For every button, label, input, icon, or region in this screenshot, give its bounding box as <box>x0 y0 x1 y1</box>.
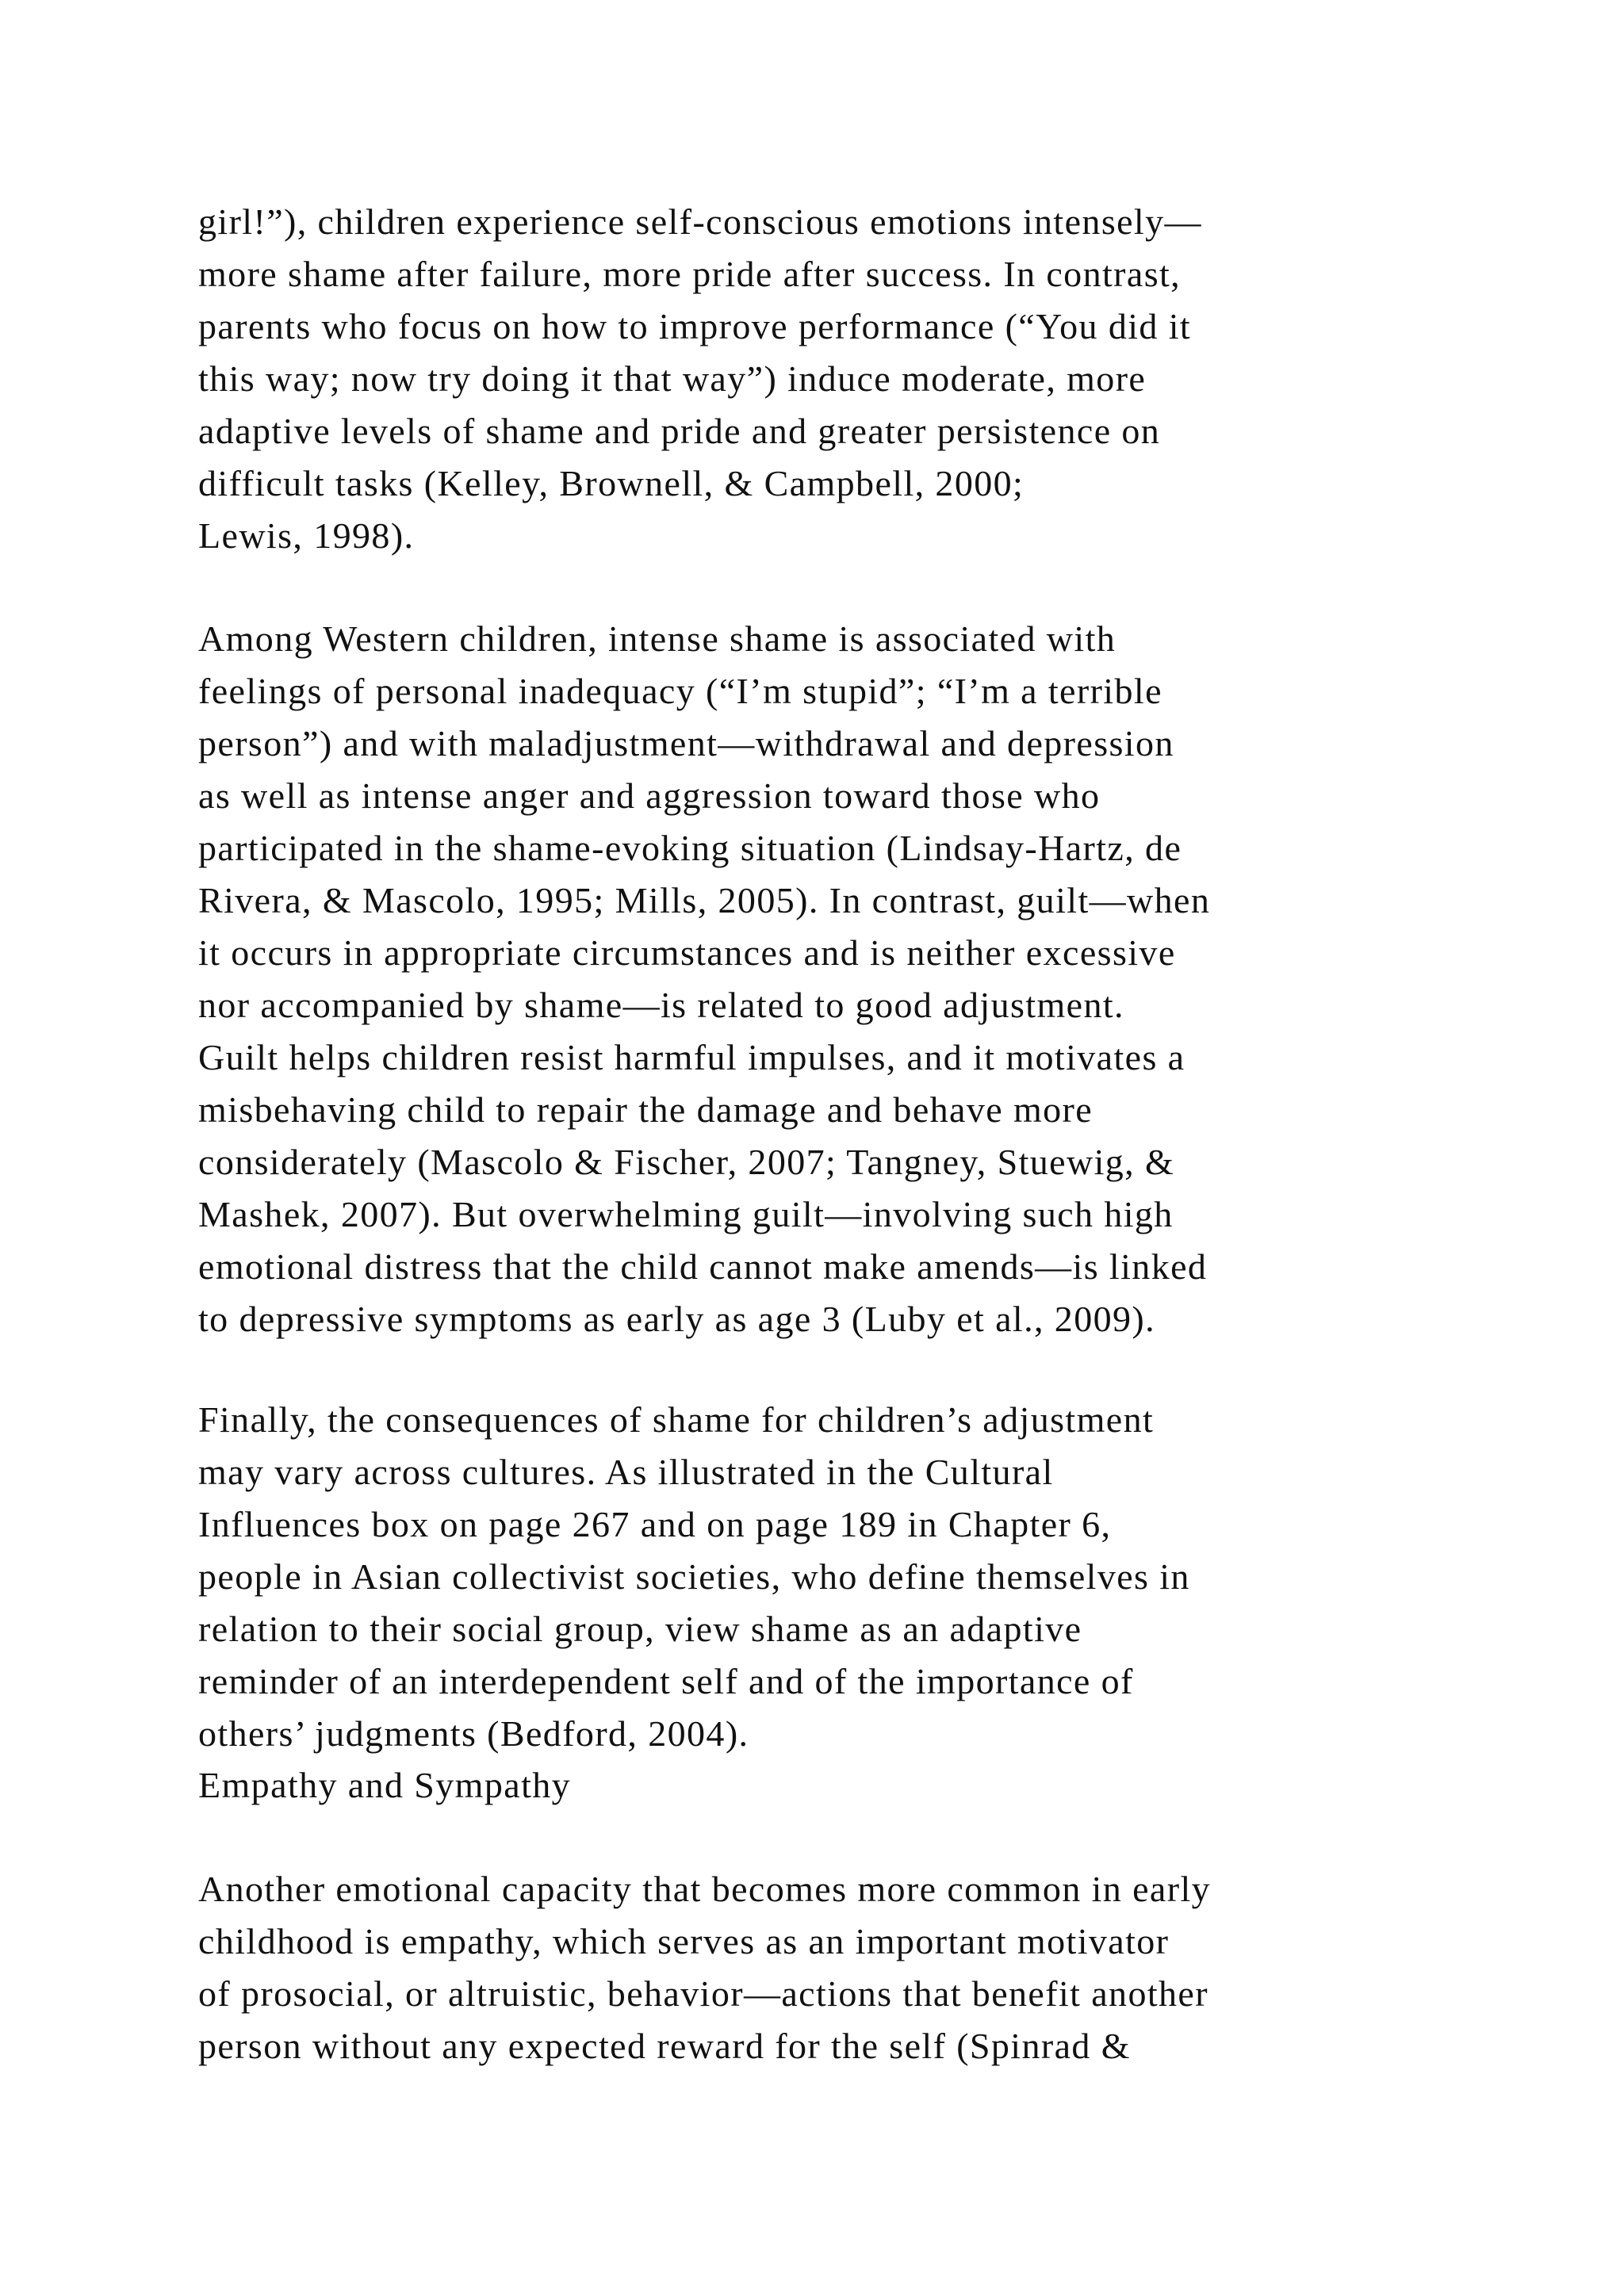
text-line: to depressive symptoms as early as age 3 (Luby et al., 2009). <box>198 1299 1156 1339</box>
section-heading-empathy <box>198 1759 1507 1812</box>
text-line: difficult tasks (Kelley, Brownell, & Campbell, 2000; <box>198 463 1025 503</box>
text-line: more shame after failure, more pride after success. In contrast, <box>198 254 1182 294</box>
text-line: person without any expected reward for the self (Spinrad & <box>198 2026 1131 2066</box>
text-line: misbehaving child to repair the damage and behave more <box>198 1089 1094 1130</box>
text-line: Among Western children, intense shame is associated with <box>198 618 1116 659</box>
text-line: childhood is empathy, which serves as an important motivator <box>198 1921 1170 1961</box>
text-line: adaptive levels of shame and pride and greater persistence on <box>198 411 1161 451</box>
text-line: reminder of an interdependent self and of the importance of <box>198 1661 1134 1701</box>
text-line: participated in the shame-evoking situation (Lindsay-Hartz, de <box>198 828 1182 868</box>
text-line: Finally, the consequences of shame for children’s adjustment <box>198 1399 1155 1440</box>
text-line: it occurs in appropriate circumstances and is neither excessive <box>198 932 1176 973</box>
text-line: this way; now try doing it that way”) induce moderate, more <box>198 358 1147 399</box>
paragraph-shame-pride <box>198 196 1507 562</box>
text-line: may vary across cultures. As illustrated in the Cultural <box>198 1452 1054 1492</box>
text-line: Rivera, & Mascolo, 1995; Mills, 2005). In contrast, guilt—when <box>198 880 1211 920</box>
text-line: Influences box on page 267 and on page 189 in Chapter 6, <box>198 1504 1112 1544</box>
text-line: parents who focus on how to improve performance (“You did it <box>198 306 1192 346</box>
paragraph-empathy <box>198 1863 1507 2072</box>
text-line: Mashek, 2007). But overwhelming guilt—involving such high <box>198 1194 1174 1234</box>
text-line: relation to their social group, view shame as an adaptive <box>198 1609 1082 1649</box>
text-line: Another emotional capacity that becomes more common in early <box>198 1869 1212 1909</box>
text-line: considerately (Mascolo & Fischer, 2007; Tangney, Stuewig, & <box>198 1142 1175 1182</box>
paragraph-western-children <box>198 613 1507 1345</box>
text-line: people in Asian collectivist societies, who define themselves in <box>198 1556 1190 1597</box>
text-line: person”) and with maladjustment—withdrawal and depression <box>198 723 1174 763</box>
text-line: of prosocial, or altruistic, behavior—actions that benefit another <box>198 1973 1208 2014</box>
text-line: nor accompanied by shame—is related to good adjustment. <box>198 985 1124 1025</box>
text-line: Guilt helps children resist harmful impulses, and it motivates a <box>198 1037 1185 1077</box>
paragraph-cultures <box>198 1394 1507 1760</box>
text-line: Lewis, 1998). <box>198 515 415 556</box>
section-heading: Empathy and Sympathy <box>198 1765 572 1805</box>
text-line: girl!”), children experience self-conscious emotions intensely— <box>198 201 1202 242</box>
text-line: emotional distress that the child cannot make amends—is linked <box>198 1246 1208 1287</box>
text-line: as well as intense anger and aggression toward those who <box>198 775 1101 816</box>
text-line: others’ judgments (Bedford, 2004). <box>198 1713 749 1754</box>
text-line: feelings of personal inadequacy (“I’m stupid”; “I’m a terrible <box>198 671 1162 711</box>
